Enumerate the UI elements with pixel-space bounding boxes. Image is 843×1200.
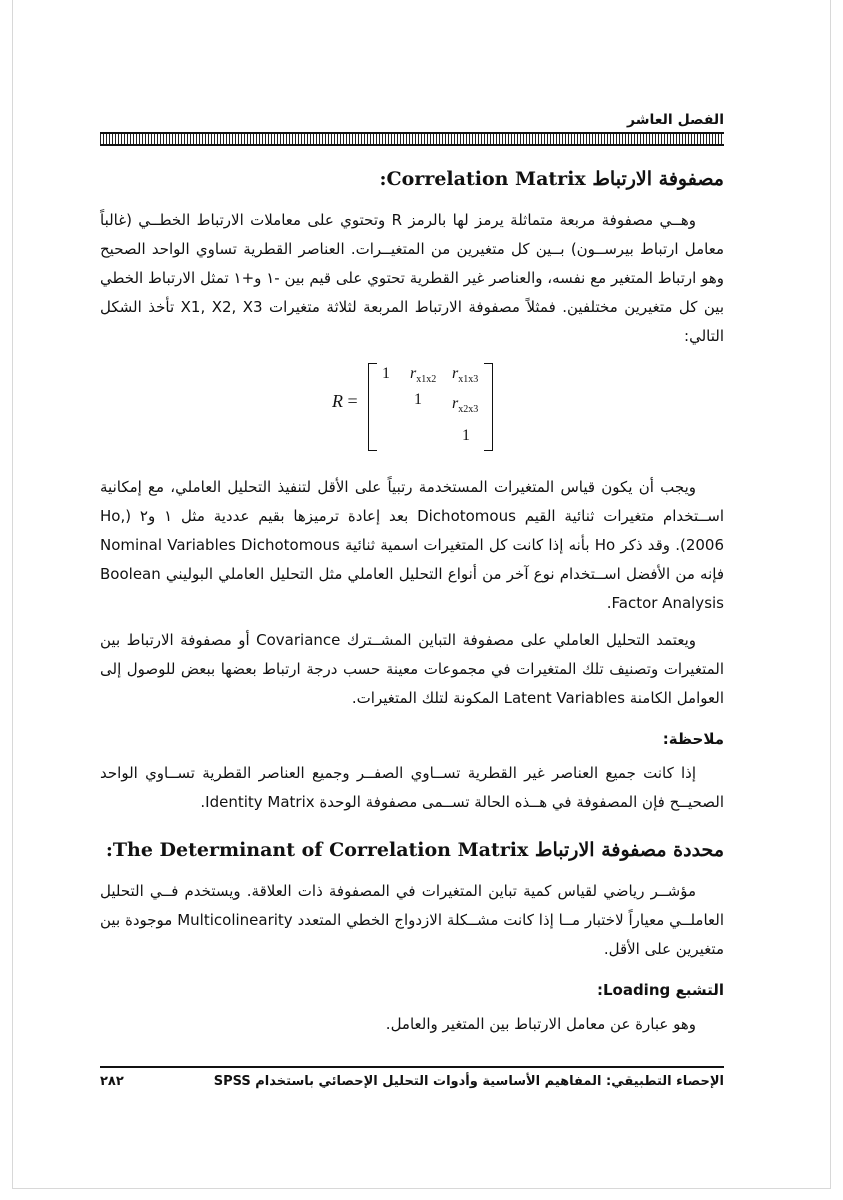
matrix-cell-r13-sub: x1x3 bbox=[458, 374, 479, 386]
footer-rule bbox=[100, 1066, 724, 1068]
matrix-cell-r33: 1 bbox=[462, 427, 470, 444]
note-heading: ملاحظة: bbox=[662, 730, 724, 748]
matrix-cell-r12-base: r bbox=[410, 365, 417, 382]
correlation-matrix-heading: مصفوفة الارتباط Correlation Matrix: bbox=[379, 168, 724, 190]
matrix-cell-r13-base: r bbox=[452, 365, 459, 382]
loading-text: وهو عبارة عن معامل الارتباط بين المتغير والعامل. bbox=[385, 1015, 696, 1033]
matrix-cell-r12 bbox=[410, 365, 436, 385]
note-text: إذا كانت جميع العناصر غير القطرية تســاوي الصفــر وجميع العناصر القطرية تســاوي الواحد الصحيــح فإن المصفوفة في هــذه الحالة تســمى مصفوفة الوحدة Identity Matrix. bbox=[100, 764, 724, 811]
matrix-cell-r23-sub: x2x3 bbox=[458, 404, 479, 416]
header-rule bbox=[100, 132, 724, 146]
matrix-cell-r13 bbox=[452, 365, 478, 385]
correlation-matrix-paragraph: وهــي مصفوفة مربعة متماثلة يرمز لها بالرمز R وتحتوي على معاملات الارتباط الخطــي (غالباً معامل ارتباط بيرســون) بــين كل متغيرين من المتغيــرات. العناصر القطرية تساوي الواحد الصحيح وهو ارتباط المتغير مع نفسه، والعناصر غير القطرية تحتوي على قيم بين -١ و+١ تمثل الارتباط الخطي بين كل متغيرين مختلفين. فمثلاً مصفوفة الارتباط المربعة لثلاثة متغيرات X1, X2, X3 تأخذ الشكل التالي: bbox=[100, 211, 725, 345]
matrix-equals: = bbox=[347, 391, 358, 411]
matrix-label bbox=[332, 391, 358, 412]
matrix-cell-r23 bbox=[452, 395, 478, 415]
footer-book-title: الإحصاء التطبيقي: المفاهيم الأساسية وأدوات التحليل الإحصائي باستخدام SPSS bbox=[213, 1074, 724, 1089]
matrix-cell-r12-sub: x1x2 bbox=[416, 374, 437, 386]
covariance-paragraph: ويعتمد التحليل العاملي على مصفوفة التباين المشــترك Covariance أو مصفوفة الارتباط بين المتغيرات وتصنيف تلك المتغيرات في مجموعات معينة حسب درجة ارتباط بعضها ببعض للوصول إلى العوامل الكامنة Latent Variables المكونة لتلك المتغيرات. bbox=[100, 631, 724, 707]
matrix-cell-r11: 1 bbox=[382, 365, 390, 382]
measurement-paragraph: ويجب أن يكون قياس المتغيرات المستخدمة رتبياً على الأقل لتنفيذ التحليل العاملي، مع إمكانية اســتخدام متغيرات ثنائية القيم Dichotomous بعد إعادة ترميزها بقيم عددية مثل ١ و٢ (Ho, 2006). وقد ذكر Ho بأنه إذا كانت كل المتغيرات اسمية ثنائية Nominal Variables Dichotomous فإنه من الأفضل اســتخدام نوع آخر من أنواع التحليل العاملي مثل التحليل العاملي البوليني Boolean Factor Analysis. bbox=[100, 478, 725, 612]
matrix-symbol: R bbox=[332, 391, 343, 411]
matrix-right-bracket bbox=[484, 363, 493, 451]
loading-heading: التشبع Loading: bbox=[596, 981, 724, 999]
footer-page-number: ٢٨٢ bbox=[100, 1074, 124, 1089]
correlation-matrix-formula bbox=[100, 359, 724, 455]
determinant-text: مؤشــر رياضي لقياس كمية تباين المتغيرات في المصفوفة ذات العلاقة. ويستخدم فــي التحليل العاملــي معياراً لاختبار مــا إذا كانت مشــكلة الازدواج الخطي المتعدد Multicolinearity موجودة بين متغيرين على الأقل. bbox=[100, 882, 725, 958]
matrix-left-bracket bbox=[368, 363, 377, 451]
page-content bbox=[100, 110, 724, 1047]
page-footer bbox=[100, 1074, 724, 1089]
matrix-cell-r22: 1 bbox=[414, 391, 422, 408]
chapter-title: الفصل العاشر bbox=[627, 112, 724, 128]
determinant-heading: محددة مصفوفة الارتباط The Determinant of Correlation Matrix: bbox=[105, 839, 724, 861]
matrix-cell-r23-base: r bbox=[452, 395, 459, 412]
